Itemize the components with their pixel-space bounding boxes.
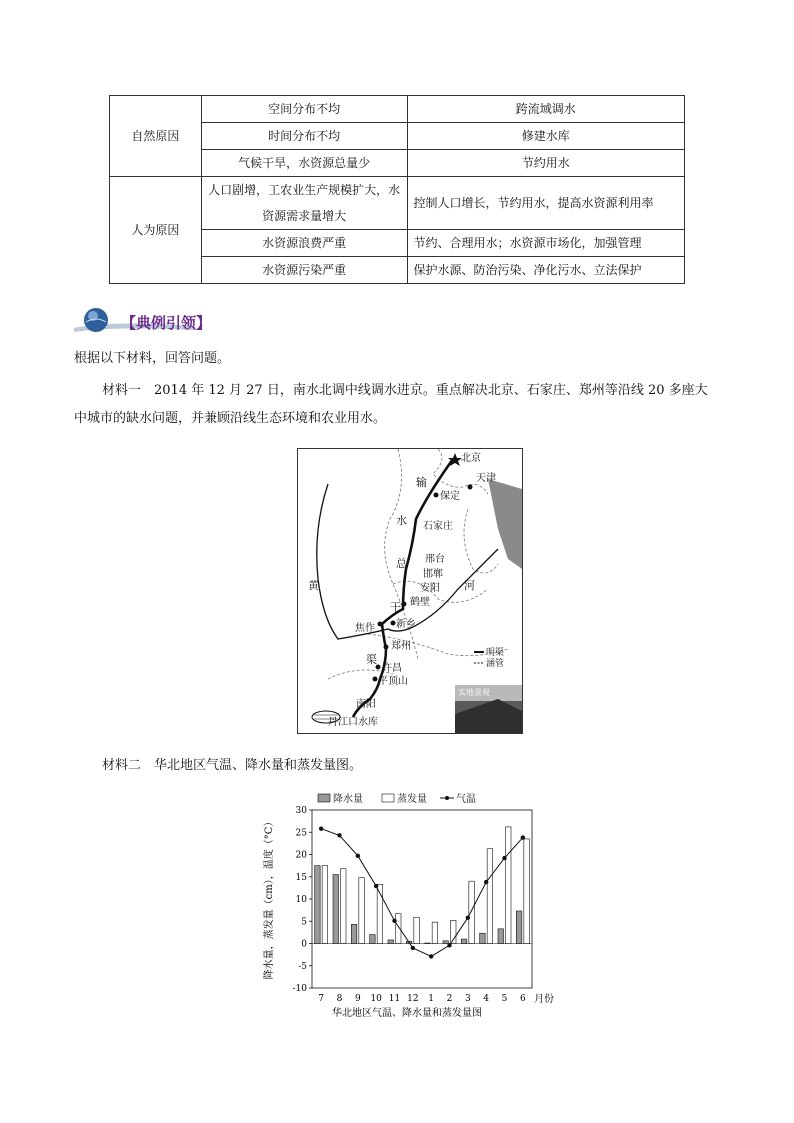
legend-pipe: 涵管 — [486, 659, 505, 669]
precip-bar — [461, 939, 467, 943]
legend-label: 气温 — [456, 794, 476, 805]
causes-table — [109, 95, 685, 284]
x-axis-unit: 月份 — [534, 994, 554, 1005]
x-tick-label: 9 — [354, 994, 361, 1004]
human-cause-label: 人为原因 — [110, 177, 202, 284]
legend-label: 降水量 — [333, 794, 363, 805]
map-label: 石家庄 — [423, 521, 453, 532]
x-tick-label: 5 — [501, 994, 508, 1004]
precip-bar — [480, 933, 486, 943]
cause-cell: 气候干旱，水资源总量少 — [201, 150, 407, 177]
temperature-point — [392, 919, 396, 923]
legend-swatch-temp-dot — [445, 796, 449, 800]
precip-bar — [315, 866, 321, 944]
material1-line1: 材料一 2014 年 12 月 27 日，南水北调中线调水进京。重点解决北京、石家庄、郑州等沿线 20 多座大 — [102, 383, 708, 398]
x-tick-label: 8 — [336, 994, 343, 1004]
x-tick-label: 7 — [318, 994, 325, 1004]
precip-bar — [351, 924, 357, 943]
sea-area — [488, 479, 522, 569]
map-label: 郑州 — [391, 641, 411, 652]
x-tick-label: 12 — [407, 994, 419, 1004]
legend-label: 蒸发量 — [397, 794, 427, 805]
cause-cell: 空间分布不均 — [201, 96, 407, 123]
temperature-point — [447, 943, 451, 947]
evap-bar — [414, 917, 420, 943]
legend-swatch-evap — [382, 794, 394, 802]
evap-bar — [432, 922, 438, 943]
city-dot — [378, 622, 383, 627]
precip-bar — [498, 929, 504, 944]
x-tick-label: 3 — [464, 994, 471, 1004]
y-tick-label: -5 — [298, 961, 307, 972]
canal-char: 渠 — [366, 653, 377, 666]
canal-char: 总 — [396, 557, 407, 570]
temperature-point — [411, 946, 415, 950]
evap-bar — [469, 881, 475, 943]
evap-bar — [524, 839, 530, 944]
legend-swatch-precip — [318, 794, 330, 802]
y-tick-label: 0 — [301, 939, 307, 950]
y-axis-label: 降水量，蒸发量（cm），温度（°C） — [264, 816, 275, 980]
map-label: 平顶山 — [378, 676, 408, 687]
photo-label: 实地景观 — [458, 688, 490, 697]
temperature-point — [484, 880, 488, 884]
map-label: 新乡 — [396, 619, 416, 630]
canal-char: 干 — [390, 601, 401, 614]
y-tick-label: 5 — [301, 917, 307, 928]
chart-legend — [318, 792, 476, 805]
precip-bar — [333, 875, 339, 944]
y-tick-label: -10 — [292, 984, 307, 994]
table-row — [110, 177, 685, 230]
temperature-point — [521, 835, 525, 839]
section-title: 【典例引领】 — [121, 314, 212, 332]
city-dot — [384, 645, 389, 650]
temperature-point — [429, 954, 433, 958]
material2-caption: 材料二 华北地区气温、降水量和蒸发量图。 — [102, 758, 363, 773]
material1-line2: 中城市的缺水问题，并兼顾沿线生态环境和农业用水。 — [74, 411, 387, 426]
map-legend — [474, 647, 504, 669]
evap-bar — [487, 849, 493, 944]
map-label: 南阳 — [356, 699, 376, 710]
y-tick-label: 15 — [295, 872, 307, 883]
intro-text: 根据以下材料，回答问题。 — [74, 351, 231, 366]
map-label: 邢台 — [425, 554, 445, 565]
x-tick-label: 4 — [483, 994, 490, 1004]
x-tick-label: 2 — [446, 994, 453, 1004]
city-dot — [468, 485, 473, 490]
legend-open-channel: 明渠 — [486, 648, 505, 658]
map-label: 焦作 — [355, 623, 375, 634]
map-label: 许昌 — [382, 663, 402, 674]
chart-title: 华北地区气温、降水量和蒸发量图 — [332, 1008, 482, 1019]
cause-cell: 水资源污染严重 — [201, 257, 407, 284]
measure-cell: 控制人口增长，节约用水，提高水资源利用率 — [407, 177, 685, 230]
cause-cell: 人口剧增，工农业生产规模扩大，水资源需求量增大 — [201, 177, 407, 230]
map-label: 北京 — [461, 453, 481, 464]
evap-bar — [341, 869, 347, 944]
temperature-point — [374, 884, 378, 888]
precip-bar — [516, 911, 522, 943]
temperature-point — [356, 854, 360, 858]
temperature-point — [337, 833, 341, 837]
map-label: 丹江口水库 — [328, 717, 378, 728]
map-label: 保定 — [440, 491, 460, 502]
photo-inset — [455, 685, 522, 733]
temperature-point — [319, 826, 323, 830]
evap-bar — [359, 878, 365, 944]
x-tick-label: 10 — [370, 994, 382, 1004]
cause-cell: 时间分布不均 — [201, 123, 407, 150]
y-tick-label: 20 — [295, 850, 307, 861]
river-char: 河 — [464, 579, 475, 592]
canal-char: 输 — [416, 476, 427, 489]
precip-bar — [443, 941, 449, 944]
y-tick-label: 10 — [295, 895, 307, 905]
y-tick-label: 25 — [295, 828, 307, 839]
canal-char: 水 — [396, 514, 407, 527]
city-dot — [373, 677, 378, 682]
x-tick-label: 6 — [519, 994, 526, 1004]
measure-cell: 跨流域调水 — [407, 96, 685, 123]
temperature-point — [502, 856, 506, 860]
map-label: 安阳 — [420, 583, 440, 594]
measure-cell: 保护水源、防治污染、净化污水、立法保护 — [407, 257, 685, 284]
evap-bar — [506, 827, 512, 944]
natural-cause-label: 自然原因 — [110, 96, 202, 177]
map-label: 鹤壁 — [410, 597, 430, 608]
evap-bar — [322, 866, 328, 944]
map-label: 邯郸 — [423, 569, 443, 580]
globe-icon — [84, 308, 108, 332]
measure-cell: 节约用水 — [407, 150, 685, 177]
x-tick-label: 1 — [428, 994, 435, 1004]
south-north-water-diversion-map — [297, 448, 523, 734]
cause-cell: 水资源浪费严重 — [201, 230, 407, 257]
temperature-point — [466, 915, 470, 919]
measure-cell: 节约、合理用水；水资源市场化，加强管理 — [407, 230, 685, 257]
x-tick-label: 11 — [388, 994, 401, 1004]
river-char: 黄 — [308, 579, 319, 592]
city-dot — [402, 602, 407, 607]
climate-chart — [262, 790, 562, 1026]
city-dot — [391, 621, 396, 626]
precip-bar — [388, 940, 394, 944]
measure-cell: 修建水库 — [407, 123, 685, 150]
y-tick-label: 30 — [295, 806, 307, 816]
precip-bar — [370, 935, 376, 944]
table-row — [110, 96, 685, 123]
map-label: 天津 — [476, 473, 496, 484]
city-dot — [434, 493, 439, 498]
